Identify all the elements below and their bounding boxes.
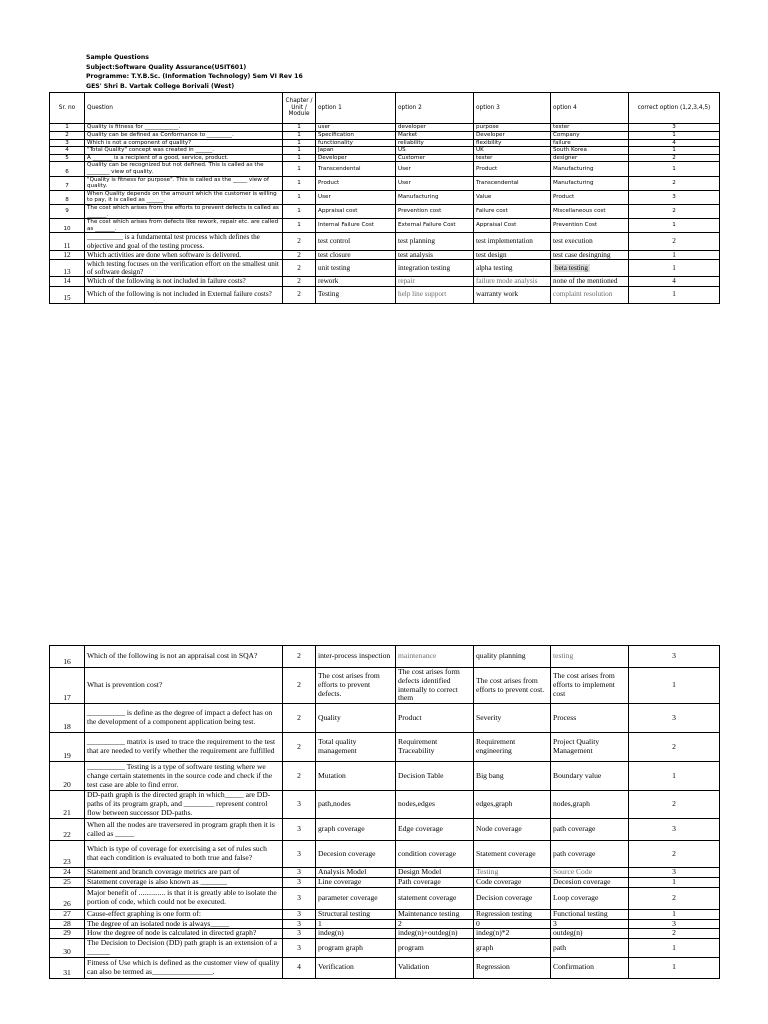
col-header-option-2: option 2 <box>396 93 474 124</box>
cell-option-1: Line coverage <box>316 877 396 887</box>
cell-option-4: The cost arises from efforts to implement cost <box>551 668 629 704</box>
cell-sr-no: 4 <box>50 147 85 155</box>
cell-chapter: 2 <box>283 259 316 276</box>
cell-option-3: edges,graph <box>474 791 551 819</box>
cell-option-1: Verification <box>316 957 396 978</box>
cell-option-1: Quality <box>316 704 396 733</box>
cell-sr-no: 23 <box>50 841 85 868</box>
cell-question: Statement coverage is also known as _______ <box>85 877 283 887</box>
cell-sr-no: 1 <box>50 124 85 132</box>
cell-sr-no: 28 <box>50 919 85 929</box>
cell-correct-option: 2 <box>629 154 720 162</box>
cell-sr-no: 5 <box>50 154 85 162</box>
cell-question: How the degree of node is calculated in directed graph? <box>85 929 283 939</box>
table-row <box>50 646 720 668</box>
cell-option-2: repair <box>396 277 474 286</box>
cell-sr-no: 7 <box>50 176 85 190</box>
cell-chapter: 3 <box>283 819 316 841</box>
table-row <box>50 868 720 878</box>
cell-question: Statement and branch coverage metrics are part of <box>85 868 283 878</box>
cell-sr-no: 17 <box>50 668 85 704</box>
cell-option-4: outdeg(n) <box>551 929 629 939</box>
cell-correct-option: 2 <box>629 733 720 762</box>
cell-correct-option: 1 <box>629 909 720 919</box>
cell-chapter: 1 <box>283 124 316 132</box>
cell-sr-no: 16 <box>50 646 85 668</box>
cell-question: Major benefit of .............. is that it is greatly able to isolate the portion of code, which could not be executed. <box>85 887 283 909</box>
cell-correct-option: 1 <box>629 250 720 259</box>
cell-option-4 <box>551 259 629 276</box>
cell-option-1: Specification <box>316 132 396 140</box>
cell-correct-option: 3 <box>629 819 720 841</box>
cell-option-1: Product <box>316 176 396 190</box>
cell-correct-option: 1 <box>629 259 720 276</box>
cell-option-4: Process <box>551 704 629 733</box>
cell-question: Quality is fitness for ____________. <box>85 124 283 132</box>
cell-correct-option: 4 <box>629 139 720 147</box>
table-row <box>50 887 720 909</box>
cell-option-2: Path coverage <box>396 877 474 887</box>
cell-option-1: Decesion coverage <box>316 841 396 868</box>
cell-sr-no: 15 <box>50 286 85 303</box>
cell-option-4: Miscellaneous cost <box>551 204 629 218</box>
cell-option-2: User <box>396 176 474 190</box>
cell-chapter: 3 <box>283 939 316 958</box>
cell-option-4: path coverage <box>551 841 629 868</box>
col-header-option-1: option 1 <box>316 93 396 124</box>
cell-option-1: Japan <box>316 147 396 155</box>
cell-sr-no: 9 <box>50 204 85 218</box>
cell-option-4: Product <box>551 190 629 204</box>
cell-question: __________ is a fundamental test process which defines the objective and goal of the testing process. <box>85 233 283 250</box>
cell-option-2: help line support <box>396 286 474 303</box>
cell-sr-no: 2 <box>50 132 85 140</box>
cell-option-3: alpha testing <box>474 259 551 276</box>
table-header-row <box>50 93 720 124</box>
table-row <box>50 791 720 819</box>
cell-chapter: 1 <box>283 147 316 155</box>
cell-option-4: Manufacturing <box>551 162 629 176</box>
cell-option-4: test execution <box>551 233 629 250</box>
cell-correct-option: 2 <box>629 841 720 868</box>
cell-option-1: graph coverage <box>316 819 396 841</box>
cell-question: The Decision to Decision (DD) path graph is an extension of a ______ <box>85 939 283 958</box>
cell-option-3: Failure cost <box>474 204 551 218</box>
header-title: Sample Questions <box>86 54 149 61</box>
cell-chapter: 2 <box>283 762 316 791</box>
cell-option-3: Decision coverage <box>474 887 551 909</box>
cell-option-2: Manufacturing <box>396 190 474 204</box>
cell-option-2: integration testing <box>396 259 474 276</box>
cell-option-2: External Failure Cost <box>396 219 474 233</box>
cell-correct-option: 2 <box>629 176 720 190</box>
cell-correct-option: 2 <box>629 204 720 218</box>
cell-option-2: reliability <box>396 139 474 147</box>
cell-question: __________ matrix is used to trace the requirement to the test that are needed to verify whether the requirement are fulfilled <box>85 733 283 762</box>
col-header-question: Question <box>85 93 283 124</box>
cell-option-3: warranty work <box>474 286 551 303</box>
cell-correct-option: 2 <box>629 929 720 939</box>
cell-question: __________ Testing is a type of software testing where we change certain statements in the source code and check if the test case are able to find error. <box>85 762 283 791</box>
cell-option-3: Node coverage <box>474 819 551 841</box>
cell-option-3: test design <box>474 250 551 259</box>
cell-option-3: The cost arises from efforts to prevent cost. <box>474 668 551 704</box>
cell-option-4: test case desingning <box>551 250 629 259</box>
cell-question: A _______ is a recipient of a good, service, product. <box>85 154 283 162</box>
cell-chapter: 3 <box>283 909 316 919</box>
table-row <box>50 176 720 190</box>
cell-option-4: Confirmation <box>551 957 629 978</box>
header-programme: Programme: T.Y.B.Sc. (Information Technology) Sem VI Rev 16 <box>86 73 303 81</box>
cell-chapter: 2 <box>283 646 316 668</box>
cell-question: Which of the following is not included in External failure costs? <box>85 286 283 303</box>
table-row <box>50 762 720 791</box>
cell-correct-option: 2 <box>629 233 720 250</box>
cell-option-2: US <box>396 147 474 155</box>
cell-sr-no: 19 <box>50 733 85 762</box>
cell-option-1: program graph <box>316 939 396 958</box>
cell-chapter: 1 <box>283 154 316 162</box>
table-row <box>50 929 720 939</box>
cell-correct-option: 3 <box>629 646 720 668</box>
cell-option-4: Prevention Cost <box>551 219 629 233</box>
cell-option-4: testing <box>551 646 629 668</box>
cell-question: Cause-effect graphing is one form of: <box>85 909 283 919</box>
cell-option-4: path coverage <box>551 819 629 841</box>
cell-option-1: Internal Failure Cost <box>316 219 396 233</box>
cell-option-4: tester <box>551 124 629 132</box>
cell-option-4: Functional testing <box>551 909 629 919</box>
cell-correct-option: 1 <box>629 286 720 303</box>
cell-correct-option: 3 <box>629 124 720 132</box>
cell-correct-option: 1 <box>629 668 720 704</box>
cell-correct-option: 3 <box>629 919 720 929</box>
cell-option-4: Project Quality Management <box>551 733 629 762</box>
questions-table-page-1 <box>49 92 720 304</box>
cell-option-3: 0 <box>474 919 551 929</box>
cell-correct-option: 3 <box>629 704 720 733</box>
cell-correct-option: 1 <box>629 957 720 978</box>
cell-question: Fitness of Use which is defined as the customer view of quality can also be termed as________________. <box>85 957 283 978</box>
cell-option-2: test analysis <box>396 250 474 259</box>
table-row <box>50 233 720 250</box>
cell-sr-no: 6 <box>50 162 85 176</box>
cell-option-4: Loop coverage <box>551 887 629 909</box>
cell-option-2: Maintenance testing <box>396 909 474 919</box>
cell-option-2: Requirement Traceability <box>396 733 474 762</box>
cell-option-2: Design Model <box>396 868 474 878</box>
cell-sr-no: 22 <box>50 819 85 841</box>
cell-sr-no: 3 <box>50 139 85 147</box>
cell-chapter: 1 <box>283 204 316 218</box>
table-row <box>50 668 720 704</box>
cell-option-1: Appraisal cost <box>316 204 396 218</box>
cell-option-3: Transcendental <box>474 176 551 190</box>
col-header-chapter: Chapter / Unit / Module <box>283 93 316 124</box>
cell-correct-option: 1 <box>629 762 720 791</box>
cell-option-3: Regression testing <box>474 909 551 919</box>
table-row <box>50 919 720 929</box>
cell-chapter: 2 <box>283 250 316 259</box>
cell-option-3: Appraisal Cost <box>474 219 551 233</box>
cell-option-3: Developer <box>474 132 551 140</box>
cell-correct-option: 1 <box>629 147 720 155</box>
cell-option-4: designer <box>551 154 629 162</box>
cell-option-4: complaint resolution <box>551 286 629 303</box>
cell-question: Which activities are done when software is delivered. <box>85 250 283 259</box>
cell-option-1: Structural testing <box>316 909 396 919</box>
table-row <box>50 259 720 276</box>
cell-option-2: developer <box>396 124 474 132</box>
cell-correct-option: 4 <box>629 277 720 286</box>
cell-option-2: maintenance <box>396 646 474 668</box>
highlighted-option: beta testing <box>555 264 588 273</box>
cell-option-2: Decision Table <box>396 762 474 791</box>
cell-sr-no: 8 <box>50 190 85 204</box>
cell-question: Which is not a component of quality? <box>85 139 283 147</box>
cell-sr-no: 30 <box>50 939 85 958</box>
table-row <box>50 250 720 259</box>
cell-correct-option: 3 <box>629 868 720 878</box>
cell-option-1: indeg(n) <box>316 929 396 939</box>
cell-option-3: indeg(n)*2 <box>474 929 551 939</box>
table-row <box>50 277 720 286</box>
cell-chapter: 2 <box>283 733 316 762</box>
cell-option-3: Product <box>474 162 551 176</box>
cell-chapter: 2 <box>283 233 316 250</box>
cell-option-3: Code coverage <box>474 877 551 887</box>
col-header-correct-option: correct option (1,2,3,4,5) <box>629 93 720 124</box>
cell-option-1: inter-process inspection <box>316 646 396 668</box>
cell-option-3: Value <box>474 190 551 204</box>
cell-correct-option: 1 <box>629 132 720 140</box>
cell-sr-no: 13 <box>50 259 85 276</box>
header-college: GES' Shri B. Vartak College Borivali (West) <box>86 82 235 90</box>
cell-sr-no: 29 <box>50 929 85 939</box>
cell-question: "Total Quality" concept was created in ______. <box>85 147 283 155</box>
table-row <box>50 132 720 140</box>
cell-correct-option: 1 <box>629 939 720 958</box>
cell-sr-no: 10 <box>50 219 85 233</box>
cell-option-2: Market <box>396 132 474 140</box>
cell-chapter: 2 <box>283 286 316 303</box>
questions-table-page-2 <box>49 645 720 979</box>
cell-option-1: The cost arises from efforts to prevent defects. <box>316 668 396 704</box>
header-subject: Subject:Software Quality Assurance(USIT601) <box>86 63 247 71</box>
table-row <box>50 939 720 958</box>
cell-chapter: 1 <box>283 219 316 233</box>
cell-sr-no: 20 <box>50 762 85 791</box>
cell-correct-option: 3 <box>629 190 720 204</box>
cell-chapter: 3 <box>283 887 316 909</box>
table-row <box>50 957 720 978</box>
table-row <box>50 219 720 233</box>
cell-chapter: 3 <box>283 877 316 887</box>
cell-option-3: Testing <box>474 868 551 878</box>
cell-chapter: 1 <box>283 190 316 204</box>
cell-chapter: 3 <box>283 929 316 939</box>
cell-option-1: functionality <box>316 139 396 147</box>
cell-chapter: 3 <box>283 919 316 929</box>
cell-option-4: Source Code <box>551 868 629 878</box>
cell-chapter: 2 <box>283 277 316 286</box>
cell-option-1: 1 <box>316 919 396 929</box>
cell-sr-no: 18 <box>50 704 85 733</box>
cell-question: The cost which arises from defects like rework, repair etc. are called as _______. <box>85 219 283 233</box>
col-header-option-3: option 3 <box>474 93 551 124</box>
cell-option-1: user <box>316 124 396 132</box>
table-row <box>50 877 720 887</box>
table-row <box>50 147 720 155</box>
cell-option-2: Edge coverage <box>396 819 474 841</box>
cell-chapter: 3 <box>283 791 316 819</box>
cell-option-1: Mutation <box>316 762 396 791</box>
cell-question: Quality can be recognized but not defined. This is called as the ________ view of quality. <box>85 162 283 176</box>
cell-option-1: Developer <box>316 154 396 162</box>
cell-question: __________ is define as the degree of impact a defect has on the development of a component application being test. <box>85 704 283 733</box>
cell-option-3: UK <box>474 147 551 155</box>
cell-chapter: 1 <box>283 176 316 190</box>
cell-sr-no: 26 <box>50 887 85 909</box>
cell-option-4: failure <box>551 139 629 147</box>
cell-chapter: 2 <box>283 668 316 704</box>
cell-option-2: The cost arises form defects identified internally to correct them <box>396 668 474 704</box>
table-row <box>50 841 720 868</box>
cell-sr-no: 12 <box>50 250 85 259</box>
cell-option-1: parameter coverage <box>316 887 396 909</box>
cell-correct-option: 1 <box>629 877 720 887</box>
table-row <box>50 162 720 176</box>
cell-sr-no: 27 <box>50 909 85 919</box>
cell-option-3: test implementation <box>474 233 551 250</box>
table-row <box>50 139 720 147</box>
table-row <box>50 286 720 303</box>
cell-option-4: 3 <box>551 919 629 929</box>
cell-sr-no: 11 <box>50 233 85 250</box>
cell-correct-option: 1 <box>629 219 720 233</box>
cell-option-1: Testing <box>316 286 396 303</box>
cell-option-3: tester <box>474 154 551 162</box>
table-row <box>50 733 720 762</box>
cell-sr-no: 31 <box>50 957 85 978</box>
cell-correct-option: 2 <box>629 887 720 909</box>
cell-question: Which is type of coverage for exercising a set of rules such that each condition is evaluated to both true and false? <box>85 841 283 868</box>
cell-option-1: Transcendental <box>316 162 396 176</box>
cell-option-2: condition coverage <box>396 841 474 868</box>
cell-chapter: 1 <box>283 139 316 147</box>
cell-option-4: South Korea <box>551 147 629 155</box>
cell-option-3: flexibility <box>474 139 551 147</box>
cell-option-3: quality planning <box>474 646 551 668</box>
col-header-option-4: option 4 <box>551 93 629 124</box>
cell-chapter: 1 <box>283 132 316 140</box>
cell-option-2: nodes,edges <box>396 791 474 819</box>
cell-option-1: path,nodes <box>316 791 396 819</box>
cell-option-2: program <box>396 939 474 958</box>
cell-option-4: none of the mentioned <box>551 277 629 286</box>
cell-question: "Quality is fitness for purpose". This is called as the _____ view of quality. <box>85 176 283 190</box>
cell-chapter: 4 <box>283 957 316 978</box>
cell-question: When Quality depends on the amount which the customer is willing to pay, it is called as ______. <box>85 190 283 204</box>
cell-option-1: test closure <box>316 250 396 259</box>
cell-option-4: Manufacturing <box>551 176 629 190</box>
cell-option-1: Total quality management <box>316 733 396 762</box>
cell-option-2: User <box>396 162 474 176</box>
table-row <box>50 204 720 218</box>
document-header <box>86 53 303 91</box>
cell-sr-no: 21 <box>50 791 85 819</box>
table-row <box>50 124 720 132</box>
cell-option-3: Regression <box>474 957 551 978</box>
cell-question: DD-path graph is the directed graph in which_____ are DD-paths of its program graph, and ________ represent control flow between successor DD-paths. <box>85 791 283 819</box>
cell-option-3: Statement coverage <box>474 841 551 868</box>
table-row <box>50 154 720 162</box>
cell-option-2: Validation <box>396 957 474 978</box>
cell-question: When all the nodes are traversered in program graph then it is called as _____ <box>85 819 283 841</box>
cell-option-3: purpose <box>474 124 551 132</box>
cell-question: Which of the following is not an appraisal cost in SQA? <box>85 646 283 668</box>
cell-option-1: unit testing <box>316 259 396 276</box>
table-row <box>50 704 720 733</box>
cell-question: What is prevention cost? <box>85 668 283 704</box>
cell-option-4: nodes,graph <box>551 791 629 819</box>
cell-option-3: graph <box>474 939 551 958</box>
cell-question: which testing focuses on the verification effort on the smallest unit of software design? <box>85 259 283 276</box>
cell-sr-no: 25 <box>50 877 85 887</box>
cell-option-3: Big bang <box>474 762 551 791</box>
cell-option-3: Severity <box>474 704 551 733</box>
cell-chapter: 3 <box>283 868 316 878</box>
cell-option-3: Requirement engineering <box>474 733 551 762</box>
cell-sr-no: 14 <box>50 277 85 286</box>
cell-option-1: Analysis Model <box>316 868 396 878</box>
cell-option-4: Boundary value <box>551 762 629 791</box>
cell-question: Quality can be defined as Conformance to _________. <box>85 132 283 140</box>
cell-option-2: statement coverage <box>396 887 474 909</box>
cell-option-2: Customer <box>396 154 474 162</box>
cell-correct-option: 1 <box>629 162 720 176</box>
cell-option-1: User <box>316 190 396 204</box>
cell-option-2: indeg(n)+outdeg(n) <box>396 929 474 939</box>
cell-option-4: path <box>551 939 629 958</box>
cell-option-2: Prevention cost <box>396 204 474 218</box>
cell-question: The cost which arises from the efforts to prevent defects is called as _______. <box>85 204 283 218</box>
cell-sr-no: 24 <box>50 868 85 878</box>
cell-question: The degree of an isolated node is always_____ <box>85 919 283 929</box>
cell-option-2: Product <box>396 704 474 733</box>
cell-option-1: test control <box>316 233 396 250</box>
table-row <box>50 190 720 204</box>
col-header-srno: Sr. no <box>50 93 85 124</box>
cell-option-4: Decesion coverage <box>551 877 629 887</box>
cell-chapter: 2 <box>283 704 316 733</box>
cell-chapter: 1 <box>283 162 316 176</box>
cell-chapter: 3 <box>283 841 316 868</box>
table-row <box>50 819 720 841</box>
cell-option-2: test planning <box>396 233 474 250</box>
cell-option-1: rework <box>316 277 396 286</box>
table-row <box>50 909 720 919</box>
cell-option-4: Company <box>551 132 629 140</box>
cell-option-3: failure mode analysis <box>474 277 551 286</box>
cell-question: Which of the following is not included in failure costs? <box>85 277 283 286</box>
cell-option-2: 2 <box>396 919 474 929</box>
cell-correct-option: 2 <box>629 791 720 819</box>
